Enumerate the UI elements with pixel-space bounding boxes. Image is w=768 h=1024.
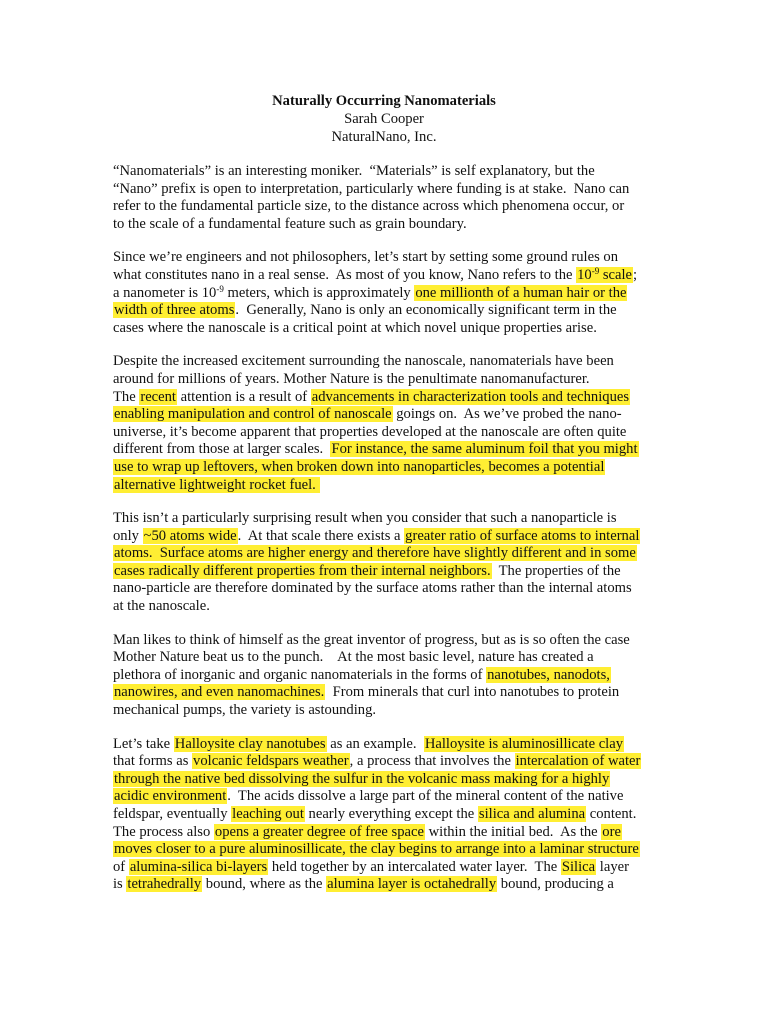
text-line <box>113 841 673 859</box>
text-line <box>113 267 673 285</box>
text-line <box>113 771 673 789</box>
paragraph <box>113 353 673 494</box>
text-segment: feldspar, eventually <box>113 806 232 822</box>
text-line <box>113 216 673 234</box>
text-segment: Despite the increased excitement surrounding the nanoscale, nanomaterials have been <box>113 353 614 370</box>
highlighted-text: cases radically different properties from their internal neighbors. <box>114 562 491 579</box>
text-segment: goings on. As we’ve probed the nano- <box>392 406 622 423</box>
highlighted-text: ore <box>602 823 621 840</box>
text-segment: ; <box>633 266 638 283</box>
highlighted-text: acidic environment <box>114 788 227 805</box>
highlighted-text: silica and alumina <box>478 806 586 822</box>
text-line <box>113 371 673 389</box>
paragraph <box>113 632 673 720</box>
text-segment: to the scale of a fundamental feature such as grain boundary. <box>113 215 467 232</box>
text-segment: Let’s take <box>113 735 174 752</box>
highlighted-text: tetrahedrally <box>127 876 202 893</box>
highlighted-text: ~50 atoms wide <box>143 527 237 544</box>
text-line <box>113 667 673 685</box>
text-line <box>113 441 673 459</box>
text-segment: nano-particle are therefore dominated by the surface atoms rather than the internal atoms <box>113 580 632 597</box>
highlighted-text: width of three atoms <box>114 302 235 319</box>
text-line <box>113 320 673 338</box>
highlighted-text: one millionth of a human hair or the <box>415 284 627 301</box>
text-line <box>113 736 673 754</box>
text-segment: . The acids dissolve a large part of the mineral content of the native <box>227 788 624 805</box>
text-segment: “Nano” prefix is open to interpretation, particularly where funding is at stake. Nano can <box>113 180 630 197</box>
text-line <box>113 353 673 371</box>
text-segment: plethora of inorganic and organic nanomaterials in the forms of <box>113 666 487 683</box>
paragraph <box>113 736 673 894</box>
text-segment: is <box>113 876 127 893</box>
highlighted-text: atoms. Surface atoms are higher energy and therefore have slightly different and in some <box>114 545 636 562</box>
highlighted-text: through the native bed dissolving the sulfur in the volcanic mass making for a highly <box>114 770 610 787</box>
text-line <box>113 181 673 199</box>
text-segment: . At that scale there exists a <box>237 527 405 544</box>
text-segment: Man likes to think of himself as the great inventor of progress, but as is so often the case <box>113 631 630 648</box>
highlighted-text: leaching out <box>232 806 304 822</box>
text-line <box>113 788 673 806</box>
highlighted-text: intercalation of water <box>515 753 641 770</box>
text-segment: held together by an intercalated water layer. The <box>268 858 561 875</box>
text-line <box>113 302 673 320</box>
text-line <box>113 684 673 702</box>
paragraph <box>113 249 673 337</box>
text-segment: cases where the nanoscale is a critical point at which novel unique properties arise. <box>113 319 597 336</box>
text-line <box>113 424 673 442</box>
text-line <box>113 702 673 720</box>
text-segment: Since we’re engineers and not philosophers, let’s start by setting some ground rules on <box>113 249 619 266</box>
text-line <box>113 249 673 267</box>
author-name: Sarah Cooper <box>344 111 424 127</box>
highlighted-text: greater ratio of surface atoms to internal <box>405 527 640 544</box>
text-segment: that forms as <box>113 753 193 770</box>
text-segment: This isn’t a particularly surprising result when you consider that such a nanoparticle is <box>113 510 617 527</box>
text-line <box>113 406 673 424</box>
highlighted-text: Halloysite is aluminosillicate clay <box>424 735 624 752</box>
text-segment: at the nanoscale. <box>113 598 210 615</box>
text-line <box>113 876 673 894</box>
text-segment: within the initial bed. As the <box>424 823 602 840</box>
highlighted-text: opens a greater degree of free space <box>214 823 424 840</box>
text-segment: The process also <box>113 823 214 840</box>
highlighted-text: nanowires, and even nanomachines. <box>114 684 325 701</box>
paragraph <box>113 163 673 233</box>
text-segment: different from those at larger scales. <box>113 441 331 458</box>
text-segment: universe, it’s become apparent that properties developed at the nanoscale are often quite <box>113 423 627 440</box>
highlighted-text: moves closer to a pure aluminosillicate, the clay begins to arrange into a laminar structure <box>114 841 639 858</box>
text-line <box>113 598 673 616</box>
highlighted-text: Halloysite clay nanotubes <box>174 735 326 752</box>
text-segment: bound, where as the <box>202 876 327 893</box>
text-segment: around for millions of years. Mother Nature is the penultimate nanomanufacturer. <box>113 370 590 387</box>
text-line <box>113 528 673 546</box>
text-segment: what constitutes nano in a real sense. As most of you know, Nano refers to the <box>113 266 577 283</box>
text-line <box>113 632 673 650</box>
text-line <box>113 477 673 495</box>
text-segment: content. <box>586 806 637 822</box>
highlighted-text: volcanic feldspars weather <box>193 753 349 770</box>
text-segment: . Generally, Nano is only an economically significant term in the <box>235 302 617 319</box>
text-segment: From minerals that curl into nanotubes to protein <box>325 684 620 701</box>
text-line <box>113 389 673 407</box>
highlighted-text: nanotubes, nanodots, <box>487 666 610 683</box>
text-segment: refer to the fundamental particle size, to the distance across which phenomena occur, or <box>113 198 625 215</box>
text-line <box>113 163 673 181</box>
document-body <box>113 163 673 910</box>
text-line <box>113 806 673 824</box>
text-segment: as an example. <box>326 735 424 752</box>
text-segment: a nanometer is $10^{-9}$ meters, which is approximately <box>113 283 415 301</box>
text-segment: The <box>113 388 140 405</box>
highlighted-text: alumina-silica bi-layers <box>129 858 268 875</box>
text-line <box>113 459 673 477</box>
text-segment: The properties of the <box>491 562 621 579</box>
text-line <box>113 580 673 598</box>
paragraph <box>113 510 673 616</box>
highlighted-text: Silica <box>561 858 596 875</box>
text-line <box>113 649 673 667</box>
highlighted-text: recent <box>140 388 176 405</box>
text-segment: only <box>113 527 143 544</box>
highlighted-text: advancements in characterization tools and techniques <box>311 388 630 405</box>
company-name: NaturalNano, Inc. <box>331 129 437 145</box>
highlighted-text: alumina layer is octahedrally <box>327 876 497 893</box>
text-line <box>113 510 673 528</box>
highlighted-text: alternative lightweight rocket fuel. <box>114 476 320 493</box>
text-segment: mechanical pumps, the variety is astounding. <box>113 702 377 719</box>
text-segment: layer <box>596 858 629 875</box>
text-segment: “Nanomaterials” is an interesting moniker. “Materials” is self explanatory, but the <box>113 163 595 179</box>
text-line <box>113 545 673 563</box>
text-line <box>113 824 673 842</box>
text-line <box>113 285 673 303</box>
highlighted-text: use to wrap up leftovers, when broken down into nanoparticles, becomes a potential <box>114 458 605 475</box>
text-segment: attention is a result of <box>177 388 311 405</box>
text-segment: bound, producing a <box>497 876 614 893</box>
text-line <box>113 563 673 581</box>
highlighted-text: enabling manipulation and control of nanoscale <box>114 406 392 423</box>
text-segment: , a process that involves the <box>349 753 515 770</box>
document-title: Naturally Occurring Nanomaterials <box>272 93 496 109</box>
text-segment: of <box>113 858 129 875</box>
text-line <box>113 859 673 877</box>
text-segment: nearly everything except the <box>304 806 478 822</box>
document-header <box>0 92 768 146</box>
highlighted-text: For instance, the same aluminum foil that you might <box>331 441 638 458</box>
text-line <box>113 198 673 216</box>
text-line <box>113 753 673 771</box>
highlighted-text: $10^{-9}$ scale <box>577 265 633 283</box>
text-segment: Mother Nature beat us to the punch. At the most basic level, nature has created a <box>113 649 594 666</box>
